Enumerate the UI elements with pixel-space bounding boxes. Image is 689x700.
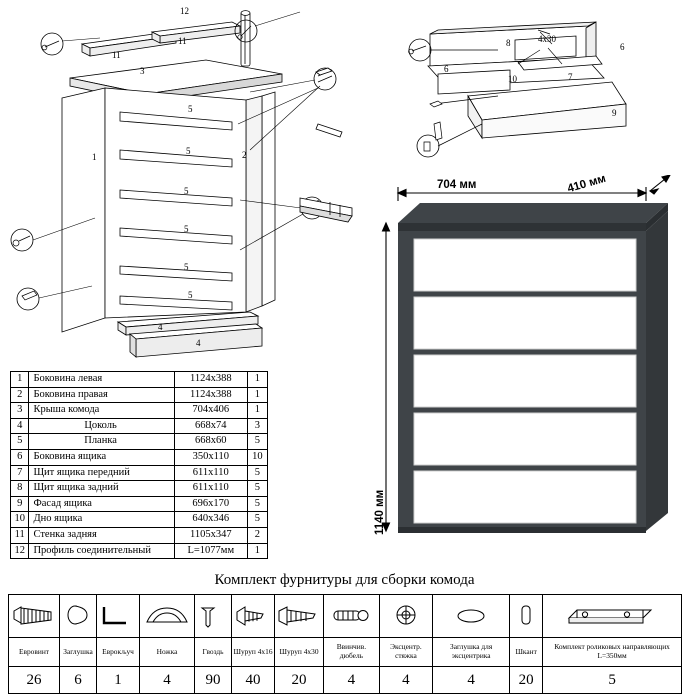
part-size: 1105х347	[174, 527, 247, 543]
hardware-item-count: 26	[9, 667, 60, 694]
table-row	[11, 434, 268, 450]
part-name: Цоколь	[29, 418, 174, 434]
table-row	[11, 418, 268, 434]
table-row	[11, 387, 268, 403]
part-qty: 5	[247, 496, 267, 512]
part-number: 1	[11, 372, 29, 388]
part-name: Боковина правая	[29, 387, 174, 403]
callout-11b: 11	[178, 36, 187, 46]
exploded-drawer-diagram	[390, 4, 680, 164]
part-number: 3	[11, 403, 29, 419]
part-size: 668х60	[174, 434, 247, 450]
part-name: Щит ящика передний	[29, 465, 174, 481]
hardware-item-name: Ввинчив. дюбель	[324, 638, 380, 667]
drawer-slide-icon	[543, 595, 682, 638]
part-name: Дно ящика	[29, 512, 174, 528]
hardware-item-name: Гвоздь	[195, 638, 232, 667]
cap-icon	[60, 595, 97, 638]
hardware-item-count: 4	[433, 667, 510, 694]
allen-key-icon	[97, 595, 140, 638]
part-number: 9	[11, 496, 29, 512]
callout-5d: 5	[184, 224, 189, 234]
part-qty: 5	[247, 465, 267, 481]
hardware-item-count: 5	[543, 667, 682, 694]
screw-4x30-icon	[275, 595, 324, 638]
height-dimension-label: 1140 мм	[374, 489, 386, 535]
hardware-item-count: 20	[275, 667, 324, 694]
hardware-item-count: 4	[140, 667, 195, 694]
part-number: 8	[11, 481, 29, 497]
table-row	[11, 496, 268, 512]
drawer-callout-7: 7	[568, 72, 573, 82]
part-size: 704х406	[174, 403, 247, 419]
hardware-kit-title: Комплект фурнитуры для сборки комода	[214, 572, 475, 588]
part-size: 640х346	[174, 512, 247, 528]
part-qty: 1	[247, 543, 267, 559]
part-size: L=1077мм	[174, 543, 247, 559]
part-size: 1124х388	[174, 372, 247, 388]
table-row	[11, 403, 268, 419]
drawer-callout-9: 9	[612, 108, 617, 118]
drawer-dim-4x30: 4х30	[538, 34, 556, 44]
width-dimension-label: 704 мм	[437, 179, 477, 191]
hardware-item-name: Еврокључ	[97, 638, 140, 667]
part-number: 4	[11, 418, 29, 434]
part-size: 611х110	[174, 481, 247, 497]
hardware-item-count: 20	[510, 667, 543, 694]
hardware-item-count: 4	[379, 667, 432, 694]
part-size: 696х170	[174, 496, 247, 512]
callout-4a: 4	[158, 322, 163, 332]
part-qty: 1	[247, 387, 267, 403]
part-number: 7	[11, 465, 29, 481]
callout-4b: 4	[196, 338, 201, 348]
hardware-item-count: 40	[232, 667, 275, 694]
part-qty: 3	[247, 418, 267, 434]
part-number: 11	[11, 527, 29, 543]
table-row	[11, 512, 268, 528]
table-row	[11, 543, 268, 559]
part-name: Крыша комода	[29, 403, 174, 419]
exploded-left-diagram	[0, 0, 380, 365]
callout-11a: 11	[112, 50, 121, 60]
part-name: Боковина ящика	[29, 449, 174, 465]
hardware-item-name: Заглушка для эксцентрика	[433, 638, 510, 667]
part-size: 1124х388	[174, 387, 247, 403]
part-number: 10	[11, 512, 29, 528]
hardware-item-name: Евровинт	[9, 638, 60, 667]
drawer-callout-6a: 6	[444, 64, 449, 74]
part-size: 668х74	[174, 418, 247, 434]
drawer-callout-8: 8	[506, 38, 511, 48]
part-name: Профиль соединительный	[29, 543, 174, 559]
hardware-item-name: Комплект роликовых направляющих L=350мм	[543, 638, 682, 667]
part-size: 611х110	[174, 465, 247, 481]
table-row	[11, 465, 268, 481]
callout-2: 2	[242, 150, 247, 160]
callout-5f: 5	[188, 290, 193, 300]
part-number: 6	[11, 449, 29, 465]
part-qty: 10	[247, 449, 267, 465]
part-name: Щит ящика задний	[29, 481, 174, 497]
callout-5e: 5	[184, 262, 189, 272]
table-row	[11, 372, 268, 388]
part-qty: 5	[247, 481, 267, 497]
part-name: Фасад ящика	[29, 496, 174, 512]
cam-cap-icon	[433, 595, 510, 638]
dowel-pin-icon	[510, 595, 543, 638]
table-row	[11, 481, 268, 497]
table-row	[11, 527, 268, 543]
hardware-item-count: 4	[324, 667, 380, 694]
part-name: Стенка задняя	[29, 527, 174, 543]
cam-lock-icon	[379, 595, 432, 638]
part-qty: 5	[247, 512, 267, 528]
hardware-item-name: Шкант	[510, 638, 543, 667]
hardware-item-count: 90	[195, 667, 232, 694]
hardware-item-count: 1	[97, 667, 140, 694]
part-qty: 5	[247, 434, 267, 450]
depth-dimension-label: 410 мм	[566, 172, 608, 196]
part-number: 5	[11, 434, 29, 450]
screw-4x16-icon	[232, 595, 275, 638]
handle-icon	[140, 595, 195, 638]
hardware-item-name: Шуруп 4х30	[275, 638, 324, 667]
part-size: 350х110	[174, 449, 247, 465]
callout-3: 3	[140, 66, 145, 76]
callout-5a: 5	[188, 104, 193, 114]
callout-5b: 5	[186, 146, 191, 156]
part-qty: 1	[247, 403, 267, 419]
drawer-callout-10: 10	[508, 74, 517, 84]
part-qty: 1	[247, 372, 267, 388]
hardware-item-count: 6	[60, 667, 97, 694]
hardware-item-name: Ножка	[140, 638, 195, 667]
part-qty: 2	[247, 527, 267, 543]
callout-1: 1	[92, 152, 97, 162]
table-row	[11, 449, 268, 465]
finished-chest-view	[370, 172, 680, 565]
dowel-icon	[324, 595, 380, 638]
part-name: Планка	[29, 434, 174, 450]
parts-table	[10, 371, 268, 559]
hardware-table	[8, 594, 682, 694]
callout-12: 12	[180, 6, 189, 16]
part-number: 12	[11, 543, 29, 559]
euro-screw-icon	[9, 595, 60, 638]
hardware-item-name: Заглушка	[60, 638, 97, 667]
callout-5c: 5	[184, 186, 189, 196]
part-name: Боковина левая	[29, 372, 174, 388]
hardware-item-name: Эксцентр. стяжка	[379, 638, 432, 667]
part-number: 2	[11, 387, 29, 403]
hardware-item-name: Шуруп 4х16	[232, 638, 275, 667]
drawer-callout-6b: 6	[620, 42, 625, 52]
nail-icon	[195, 595, 232, 638]
